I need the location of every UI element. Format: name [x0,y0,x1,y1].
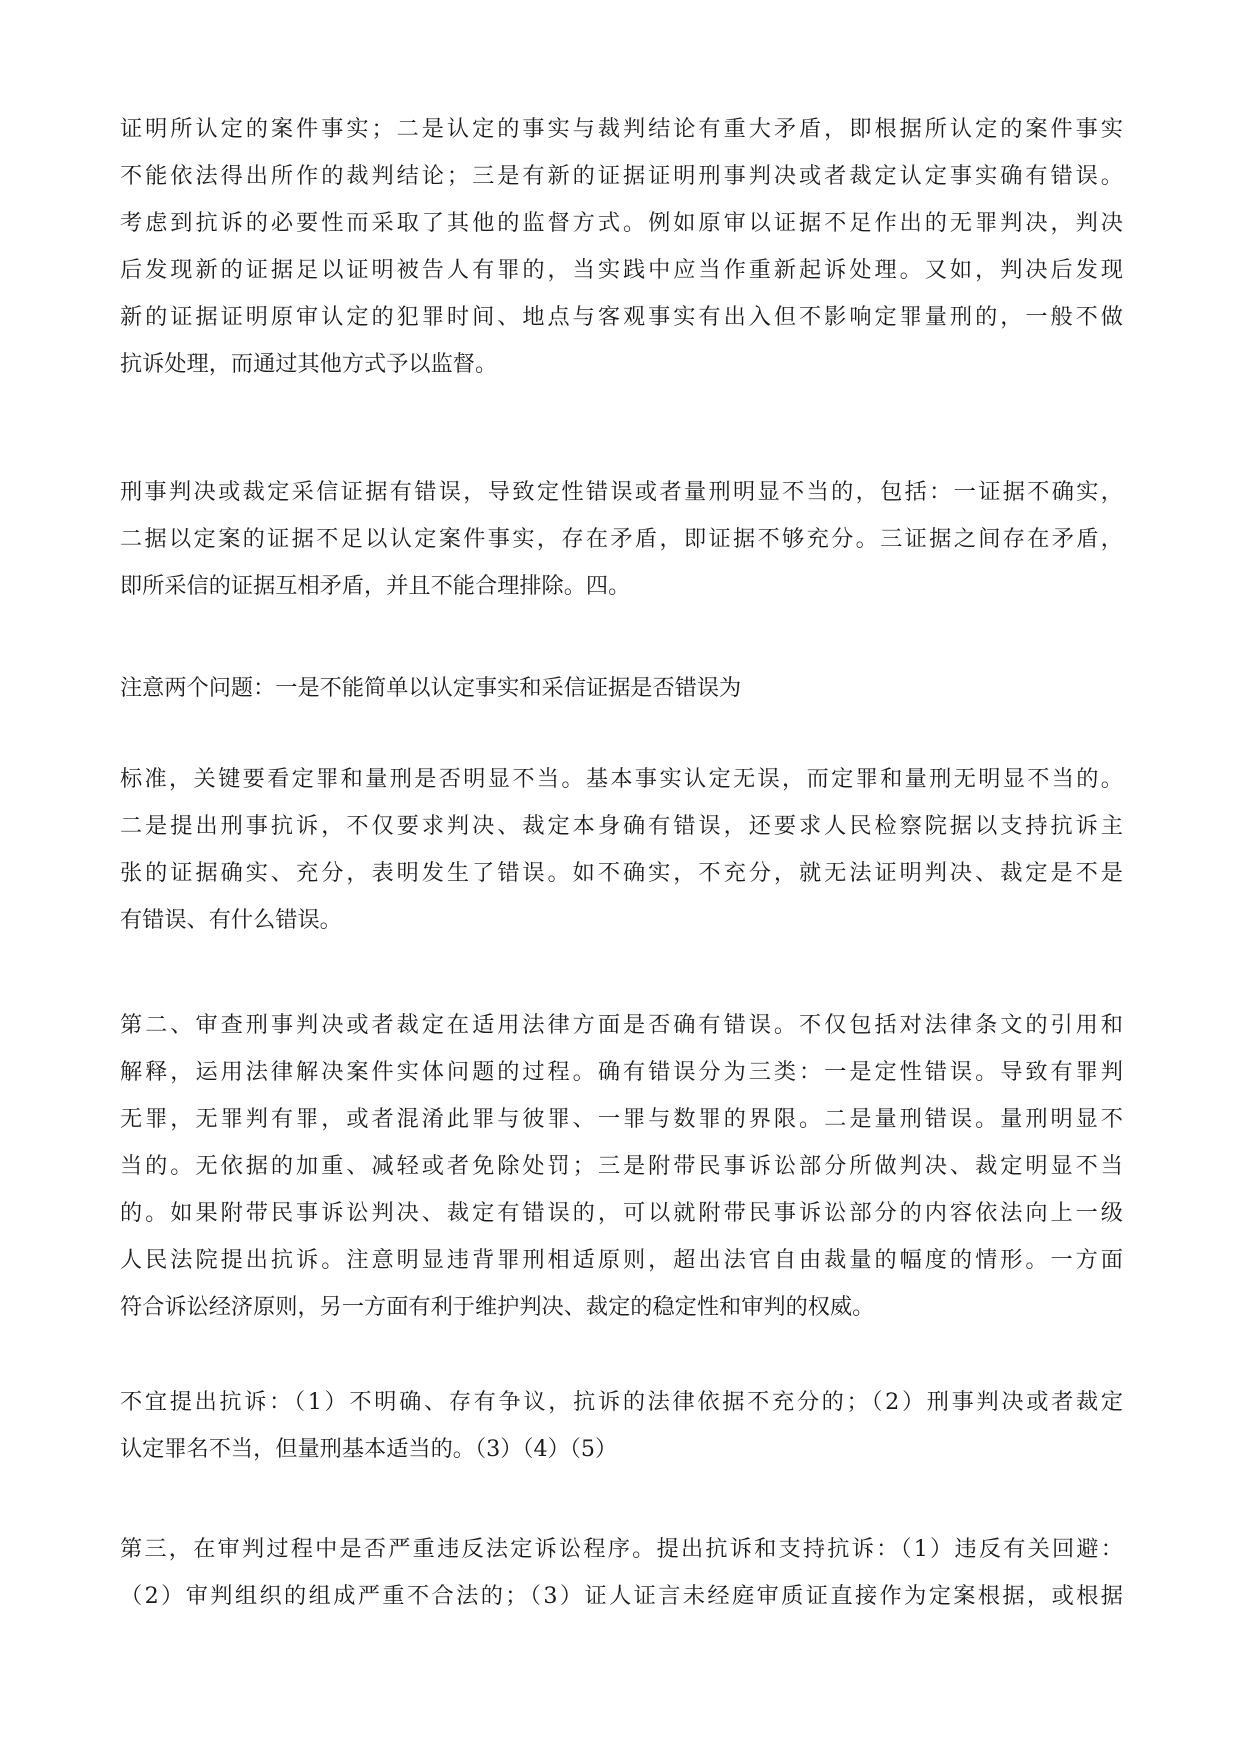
paragraph [120,469,1123,610]
text-line: 后发现新的证据足以证明被告人有罪的，当实践中应当作重新起诉处理。又如，判决后发现 [120,257,1123,283]
text-line: 第三，在审判过程中是否严重违反法定诉讼程序。提出抗诉和支持抗诉：（1）违反有关回避： [120,1536,1123,1562]
text-line: 张的证据确实、充分，表明发生了错误。如不确实，不充分，就无法证明判决、裁定是不是 [120,860,1123,886]
text-line: 注意两个问题：一是不能简单以认定事实和采信证据是否错误为 [120,675,742,701]
text-line: 无罪，无罪判有罪，或者混淆此罪与彼罪、一罪与数罪的界限。二是量刑错误。量刑明显不 [120,1106,1123,1132]
text-line: 刑事判决或裁定采信证据有错误，导致定性错误或者量刑明显不当的，包括：一证据不确实， [120,479,1123,505]
text-line: 当的。无依据的加重、减轻或者免除处罚；三是附带民事诉讼部分所做判决、裁定明显不当 [120,1153,1123,1179]
text-line: 不能依法得出所作的裁判结论；三是有新的证据证明刑事判决或者裁定认定事实确有错误。 [120,163,1123,189]
text-line: 标准，关键要看定罪和量刑是否明显不当。基本事实认定无误，而定罪和量刑无明显不当的。 [120,766,1123,792]
paragraph [120,1379,1123,1473]
text-line: 不宜提出抗诉：（1）不明确、存有争议，抗诉的法律依据不充分的；（2）刑事判决或者裁定 [120,1389,1123,1415]
paragraph [120,1002,1123,1331]
text-line: 的。如果附带民事诉讼判决、裁定有错误的，可以就附带民事诉讼部分的内容依法向上一级 [120,1200,1123,1226]
text-line: 二据以定案的证据不足以认定案件事实，存在矛盾，即证据不够充分。三证据之间存在矛盾， [120,526,1123,552]
text-line: 抗诉处理，而通过其他方式予以监督。 [120,351,498,377]
paragraph [120,756,1123,944]
text-line: 解释，运用法律解决案件实体问题的过程。确有错误分为三类：一是定性错误。导致有罪判 [120,1059,1123,1085]
text-line: 即所采信的证据互相矛盾，并且不能合理排除。四。 [120,573,631,599]
text-line: 有错误、有什么错误。 [120,907,342,933]
paragraph [120,665,1123,712]
paragraph [120,106,1123,388]
text-line: 考虑到抗诉的必要性而采取了其他的监督方式。例如原审以证据不足作出的无罪判决，判决 [120,210,1123,236]
text-line: （2）审判组织的组成严重不合法的；（3）证人证言未经庭审质证直接作为定案根据，或根据 [120,1583,1123,1609]
text-line: 证明所认定的案件事实；二是认定的事实与裁判结论有重大矛盾，即根据所认定的案件事实 [120,116,1123,142]
text-line: 认定罪名不当，但量刑基本适当的。（3）（4）（5） [120,1436,618,1462]
text-line: 符合诉讼经济原则，另一方面有利于维护判决、裁定的稳定性和审判的权威。 [120,1294,875,1320]
text-line: 二是提出刑事抗诉，不仅要求判决、裁定本身确有错误，还要求人民检察院据以支持抗诉主 [120,813,1123,839]
paragraph [120,1526,1123,1620]
text-line: 新的证据证明原审认定的犯罪时间、地点与客观事实有出入但不影响定罪量刑的，一般不做 [120,304,1123,330]
text-line: 第二、审查刑事判决或者裁定在适用法律方面是否确有错误。不仅包括对法律条文的引用和 [120,1012,1123,1038]
text-line: 人民法院提出抗诉。注意明显违背罪刑相适原则，超出法官自由裁量的幅度的情形。一方面 [120,1247,1123,1273]
